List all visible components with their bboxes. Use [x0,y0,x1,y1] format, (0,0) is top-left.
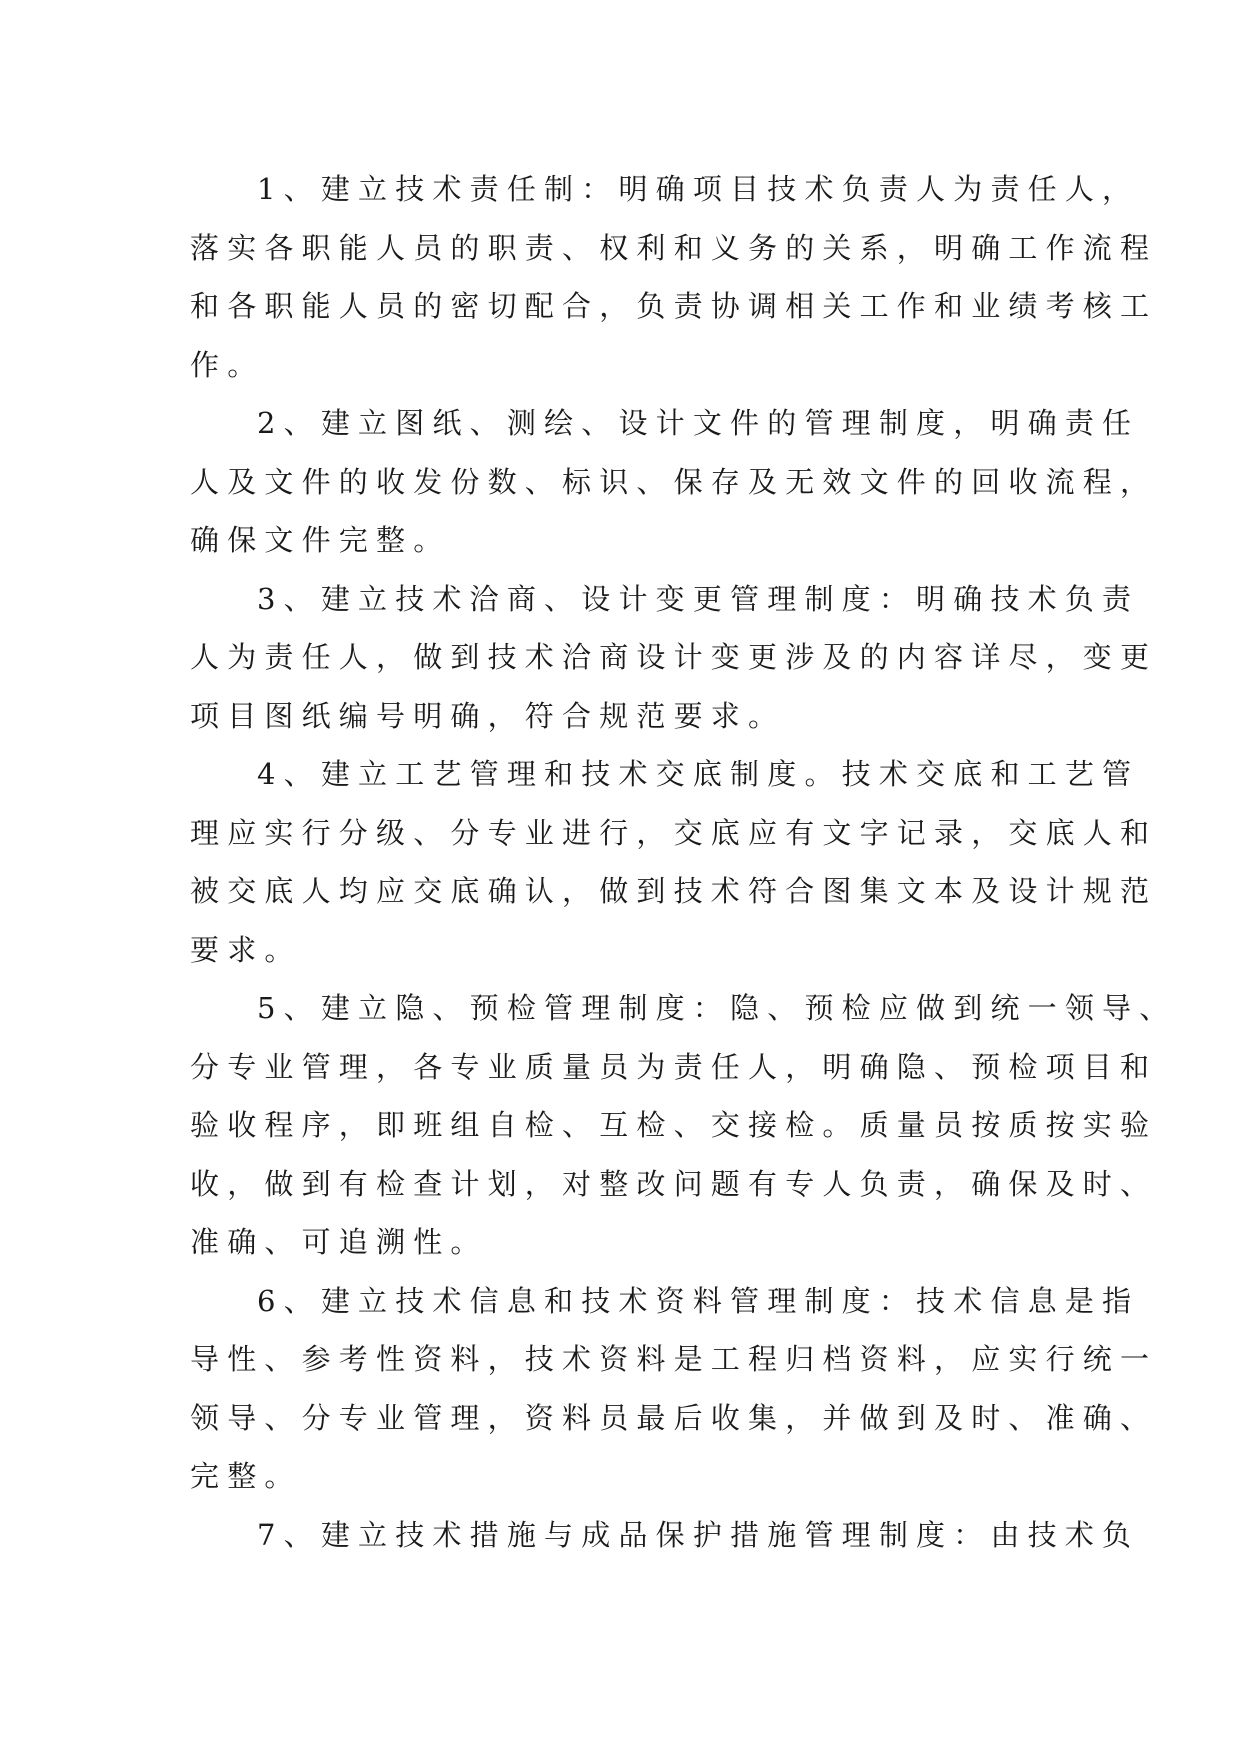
text-line: 理应实行分级、分专业进行，交底应有文字记录，交底人和 [190,815,1158,850]
text-line: 6、建立技术信息和技术资料管理制度：技术信息是指 [257,1283,1140,1318]
text-line: 被交底人均应交底确认，做到技术符合图集文本及设计规范 [190,874,1158,908]
text-line: 完整。 [190,1459,302,1493]
text-line: 收，做到有检查计划，对整改问题有专人负责，确保及时、 [190,1166,1158,1201]
text-line: 作。 [190,347,265,382]
text-line: 准确、可追溯性。 [190,1225,488,1259]
document-body [190,160,1177,1564]
text-line: 5、建立隐、预检管理制度：隐、预检应做到统一领导、 [257,991,1177,1025]
text-line: 和各职能人员的密切配合，负责协调相关工作和业绩考核工 [190,289,1158,323]
text-line: 落实各职能人员的职责、权利和义务的关系，明确工作流程 [190,230,1158,265]
text-line: 要求。 [190,932,302,967]
text-line: 人及文件的收发份数、标识、保存及无效文件的回收流程， [190,464,1158,499]
text-line: 4、建立工艺管理和技术交底制度。技术交底和工艺管 [257,757,1140,791]
text-line: 2、建立图纸、测绘、设计文件的管理制度，明确责任 [257,406,1140,440]
text-line: 验收程序，即班组自检、互检、交接检。质量员按质按实验 [190,1108,1158,1142]
text-line: 7、建立技术措施与成品保护措施管理制度：由技术负 [257,1517,1140,1552]
text-line: 领导、分专业管理，资料员最后收集，并做到及时、准确、 [190,1400,1158,1435]
text-line: 人为责任人，做到技术洽商设计变更涉及的内容详尽，变更 [190,640,1158,674]
text-line: 导性、参考性资料，技术资料是工程归档资料，应实行统一 [190,1342,1158,1376]
text-line: 1、建立技术责任制：明确项目技术负责人为责任人， [257,172,1140,206]
text-line: 分专业管理，各专业质量员为责任人，明确隐、预检项目和 [190,1049,1158,1084]
text-line: 项目图纸编号明确，符合规范要求。 [190,698,786,733]
text-line: 3、建立技术洽商、设计变更管理制度：明确技术负责 [257,581,1140,616]
text-line: 确保文件完整。 [190,523,451,557]
